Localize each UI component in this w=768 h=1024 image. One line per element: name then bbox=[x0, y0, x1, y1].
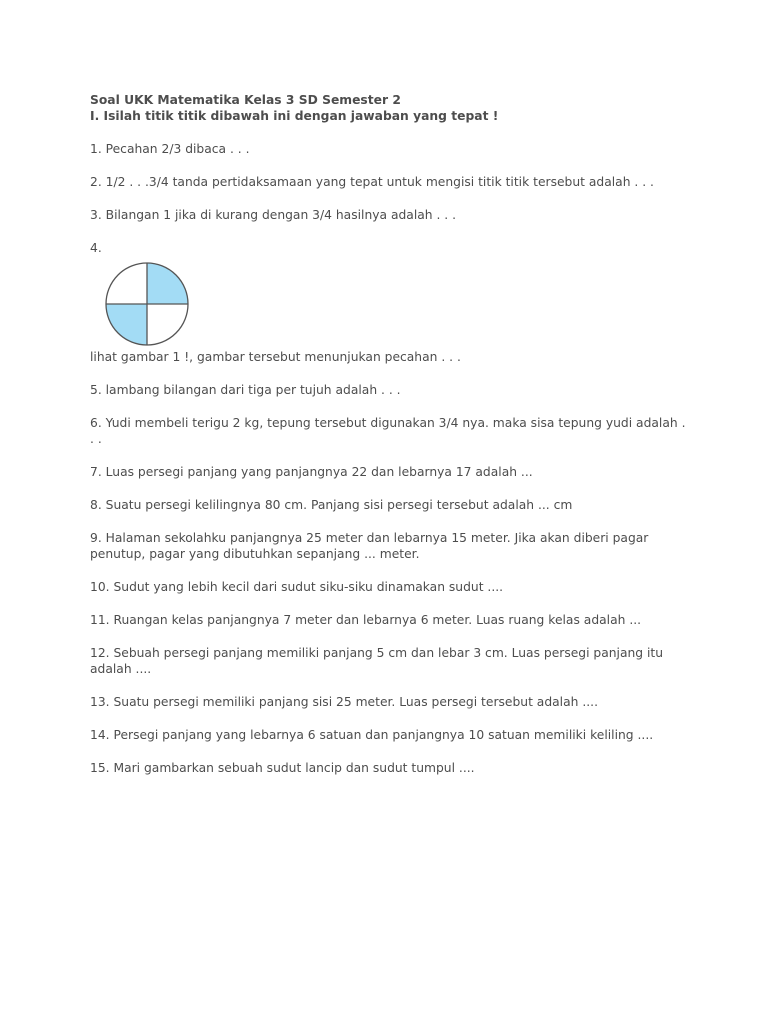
section-instruction: I. Isilah titik titik dibawah ini dengan jawaban yang tepat ! bbox=[90, 109, 499, 123]
question-13: 13. Suatu persegi memiliki panjang sisi 25 meter. Luas persegi tersebut adalah .... bbox=[90, 695, 598, 709]
question-4-text: lihat gambar 1 !, gambar tersebut menunjukan pecahan . . . bbox=[90, 350, 461, 364]
document-page bbox=[90, 92, 690, 776]
question-5: 5. lambang bilangan dari tiga per tujuh adalah . . . bbox=[90, 383, 401, 397]
question-8: 8. Suatu persegi kelilingnya 80 cm. Panjang sisi persegi tersebut adalah ... cm bbox=[90, 498, 573, 512]
question-11: 11. Ruangan kelas panjangnya 7 meter dan lebarnya 6 meter. Luas ruang kelas adalah ... bbox=[90, 613, 642, 627]
question-6: 6. Yudi membeli terigu 2 kg, tepung tersebut digunakan 3/4 nya. maka sisa tepung yudi adalah . . . bbox=[90, 416, 686, 446]
question-3: 3. Bilangan 1 jika di kurang dengan 3/4 hasilnya adalah . . . bbox=[90, 208, 457, 222]
question-4-number: 4. bbox=[90, 241, 102, 255]
question-14: 14. Persegi panjang yang lebarnya 6 satuan dan panjangnya 10 satuan memiliki keliling .... bbox=[90, 728, 654, 742]
fraction-circle-icon bbox=[104, 259, 190, 349]
question-12: 12. Sebuah persegi panjang memiliki panjang 5 cm dan lebar 3 cm. Luas persegi panjang itu adalah .... bbox=[90, 646, 664, 676]
question-9: 9. Halaman sekolahku panjangnya 25 meter dan lebarnya 15 meter. Jika akan diberi pagar penutup, pagar yang dibutuhkan sepanjang ... meter. bbox=[90, 531, 649, 561]
fraction-circle-figure bbox=[104, 259, 190, 349]
question-1: 1. Pecahan 2/3 dibaca . . . bbox=[90, 142, 250, 156]
question-10: 10. Sudut yang lebih kecil dari sudut siku-siku dinamakan sudut .... bbox=[90, 580, 504, 594]
question-15: 15. Mari gambarkan sebuah sudut lancip dan sudut tumpul .... bbox=[90, 761, 475, 775]
document-title: Soal UKK Matematika Kelas 3 SD Semester 2 bbox=[90, 93, 401, 107]
question-7: 7. Luas persegi panjang yang panjangnya 22 dan lebarnya 17 adalah ... bbox=[90, 465, 533, 479]
question-2: 2. 1/2 . . .3/4 tanda pertidaksamaan yang tepat untuk mengisi titik titik tersebut adalah . . . bbox=[90, 175, 654, 189]
